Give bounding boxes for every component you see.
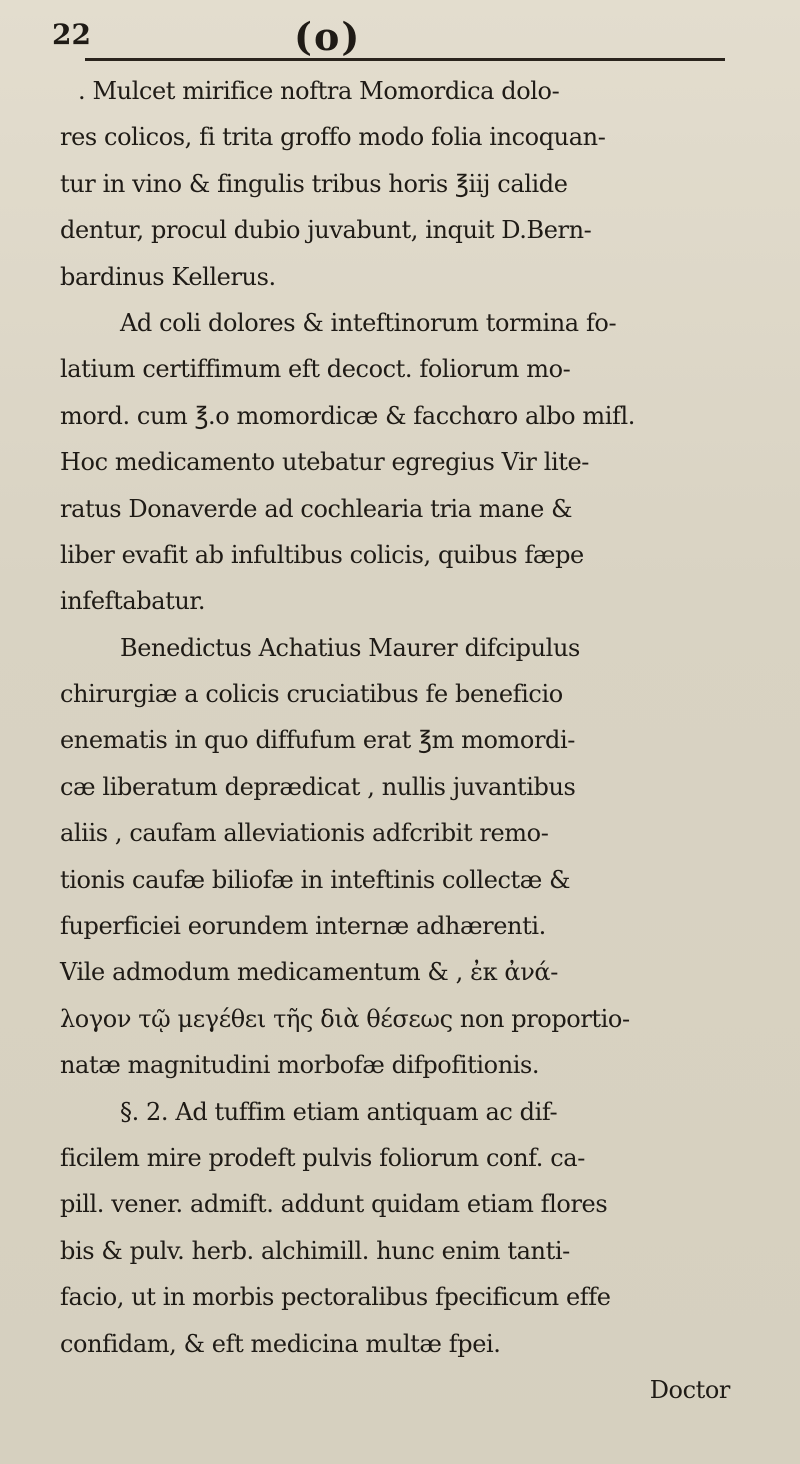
text-line: bis & pulv. herb. alchimill. hunc enim tanti- [60,1236,570,1265]
text-line: pill. vener. admift. addunt quidam etiam flores [60,1190,608,1219]
text-line: facio, ut in morbis pectoralibus fpecificum effe [60,1283,611,1312]
text-line: mord. cum ℥.o momordicæ & facchαro albo mifl. [60,401,636,430]
catchword: Doctor [649,1375,730,1404]
text-line: ficilem mire prodeft pulvis foliorum conf. ca- [60,1143,585,1172]
text-line: natæ magnitudini morbofæ difpofitionis. [60,1051,540,1080]
text-line: aliis , caufam alleviationis adfcribit remo- [60,819,549,848]
running-head: (o) [294,14,362,59]
text-line: Hoc medicamento utebatur egregius Vir lite- [60,448,589,477]
text-line: dentur, procul dubio juvabunt, inquit D.Bern- [60,216,592,245]
text-line: . Mulcet mirifice noftra Momordica dolo- [78,77,560,105]
text-line: latium certiffimum eft decoct. foliorum mo- [60,355,571,384]
body-text [60,68,770,1413]
text-line: tionis caufæ biliofæ in inteftinis collectæ & [60,865,571,894]
text-line: liber evafit ab infultibus colicis, quibus fæpe [60,540,584,569]
text-line: tur in vino & fingulis tribus horis ℥iij calide [60,169,568,198]
header-rule [85,58,725,61]
text-line: fuperficiei eorundem internæ adhærenti. [60,912,546,941]
text-line: Ad coli dolores & inteftinorum tormina fo- [120,308,617,337]
page-header [40,10,740,60]
text-line: Vile admodum medicamentum & , ἐκ ἀνά- [60,958,558,987]
text-line: infeftabatur. [60,587,206,616]
text-line: λογον τῷ μεγέθει τῆς διὰ θέσεως non proportio- [60,1004,630,1033]
text-line: bardinus Kellerus. [60,262,276,291]
text-line: confidam, & eft medicina multæ fpei. [60,1329,501,1358]
text-line: enematis in quo diffufum erat ℥m momordi- [60,726,575,755]
text-line: §. 2. Ad tuffim etiam antiquam ac dif- [120,1097,558,1126]
text-line: Benedictus Achatius Maurer difcipulus [120,633,580,662]
text-line: cæ liberatum deprædicat , nullis juvantibus [60,772,576,801]
page-number: 22 [52,18,91,51]
text-line: res colicos, fi trita groffo modo folia incoquan- [60,123,606,152]
text-line: chirurgiæ a colicis cruciatibus fe beneficio [60,680,563,709]
text-line: ratus Donaverde ad cochlearia tria mane & [60,494,573,523]
